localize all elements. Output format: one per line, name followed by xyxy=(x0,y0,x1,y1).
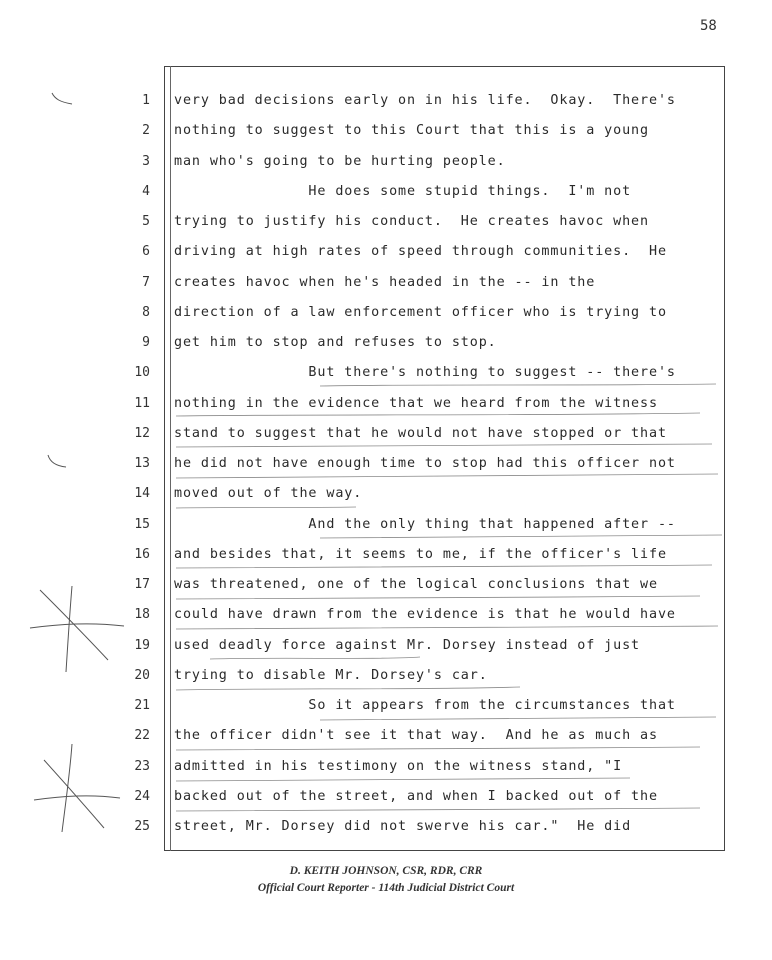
line-number: 13 xyxy=(134,456,150,471)
underline-line-22 xyxy=(176,747,700,750)
underline-line-23 xyxy=(176,778,630,781)
transcript-line: he did not have enough time to stop had this officer not xyxy=(174,456,676,471)
transcript-line: get him to stop and refuses to stop. xyxy=(174,335,497,350)
transcript-line: trying to disable Mr. Dorsey's car. xyxy=(174,667,488,683)
transcript-line: used deadly force against Mr. Dorsey instead of just xyxy=(174,637,641,653)
line-number: 14 xyxy=(134,486,150,502)
underline-line-24 xyxy=(176,808,700,811)
line-number: 15 xyxy=(134,516,150,532)
transcript-line: stand to suggest that he would not have stopped or that xyxy=(174,425,667,441)
margin-tick-mark xyxy=(48,455,66,467)
margin-tick-mark xyxy=(52,93,72,104)
underline-line-12 xyxy=(176,444,712,447)
transcript-line: And the only thing that happened after -- xyxy=(174,516,676,532)
underline-line-18 xyxy=(176,626,718,629)
line-number: 12 xyxy=(134,425,150,441)
line-number: 17 xyxy=(134,577,150,592)
transcript-line: He does some stupid things. I'm not xyxy=(174,183,632,199)
line-number: 18 xyxy=(134,607,150,623)
page-number: 58 xyxy=(700,18,717,34)
margin-cross-mark xyxy=(34,744,120,832)
transcript-line: trying to justify his conduct. He creates havoc when xyxy=(174,214,649,229)
line-number: 11 xyxy=(134,395,150,411)
margin-cross-mark xyxy=(30,586,124,672)
line-number: 1 xyxy=(142,93,150,108)
underline-line-10 xyxy=(320,384,716,386)
transcript-line: could have drawn from the evidence is that he would have xyxy=(174,607,676,623)
transcript-line: and besides that, it seems to me, if the officer's life xyxy=(174,546,667,562)
underline-line-20 xyxy=(176,687,520,690)
transcript-line: the officer didn't see it that way. And he as much as xyxy=(174,728,658,744)
court-reporter-title: Official Court Reporter - 114th Judicial District Court xyxy=(257,882,515,894)
line-number: 25 xyxy=(134,819,150,834)
underline-line-13 xyxy=(176,474,718,478)
line-number: 6 xyxy=(142,244,150,260)
transcript-line: But there's nothing to suggest -- there's xyxy=(174,365,676,381)
line-number: 4 xyxy=(142,183,150,199)
line-number: 9 xyxy=(142,335,150,350)
line-number: 22 xyxy=(134,728,150,744)
underline-line-14 xyxy=(176,507,356,508)
underline-line-11 xyxy=(176,413,700,416)
transcript-line: admitted in his testimony on the witness stand, "I xyxy=(174,758,623,774)
transcript-line: moved out of the way. xyxy=(174,486,363,502)
line-number: 5 xyxy=(142,214,150,229)
underline-line-15 xyxy=(320,535,722,538)
line-number: 8 xyxy=(142,304,150,320)
transcript-line: creates havoc when he's headed in the -- in the xyxy=(174,274,596,290)
transcript-line: So it appears from the circumstances that xyxy=(174,698,676,713)
transcript-line: nothing to suggest to this Court that this is a young xyxy=(174,123,649,139)
line-number: 10 xyxy=(134,365,150,381)
transcript-line: street, Mr. Dorsey did not swerve his car." He did xyxy=(174,819,632,834)
transcript-line: man who's going to be hurting people. xyxy=(174,153,506,169)
underline-line-17 xyxy=(176,596,700,599)
line-number: 24 xyxy=(134,788,150,804)
transcript-line: backed out of the street, and when I backed out of the xyxy=(174,788,658,804)
underline-line-21 xyxy=(320,717,716,720)
line-number: 16 xyxy=(134,546,150,562)
line-number: 19 xyxy=(134,637,150,653)
transcript-line: driving at high rates of speed through communities. He xyxy=(174,244,667,260)
transcript-line: nothing in the evidence that we heard from the witness xyxy=(174,395,658,411)
line-number: 20 xyxy=(134,667,150,683)
underline-line-16 xyxy=(176,565,712,568)
line-number: 2 xyxy=(142,123,150,139)
court-reporter-name: D. KEITH JOHNSON, CSR, RDR, CRR xyxy=(289,865,483,877)
line-number: 3 xyxy=(142,153,150,169)
line-number: 21 xyxy=(134,698,150,713)
line-number: 23 xyxy=(134,758,150,774)
transcript-line: very bad decisions early on in his life. Okay. There's xyxy=(174,93,676,108)
transcript-line: was threatened, one of the logical conclusions that we xyxy=(174,577,658,592)
underline-line-19 xyxy=(210,657,420,659)
transcript-line: direction of a law enforcement officer who is trying to xyxy=(174,304,667,320)
line-number: 7 xyxy=(142,274,150,290)
